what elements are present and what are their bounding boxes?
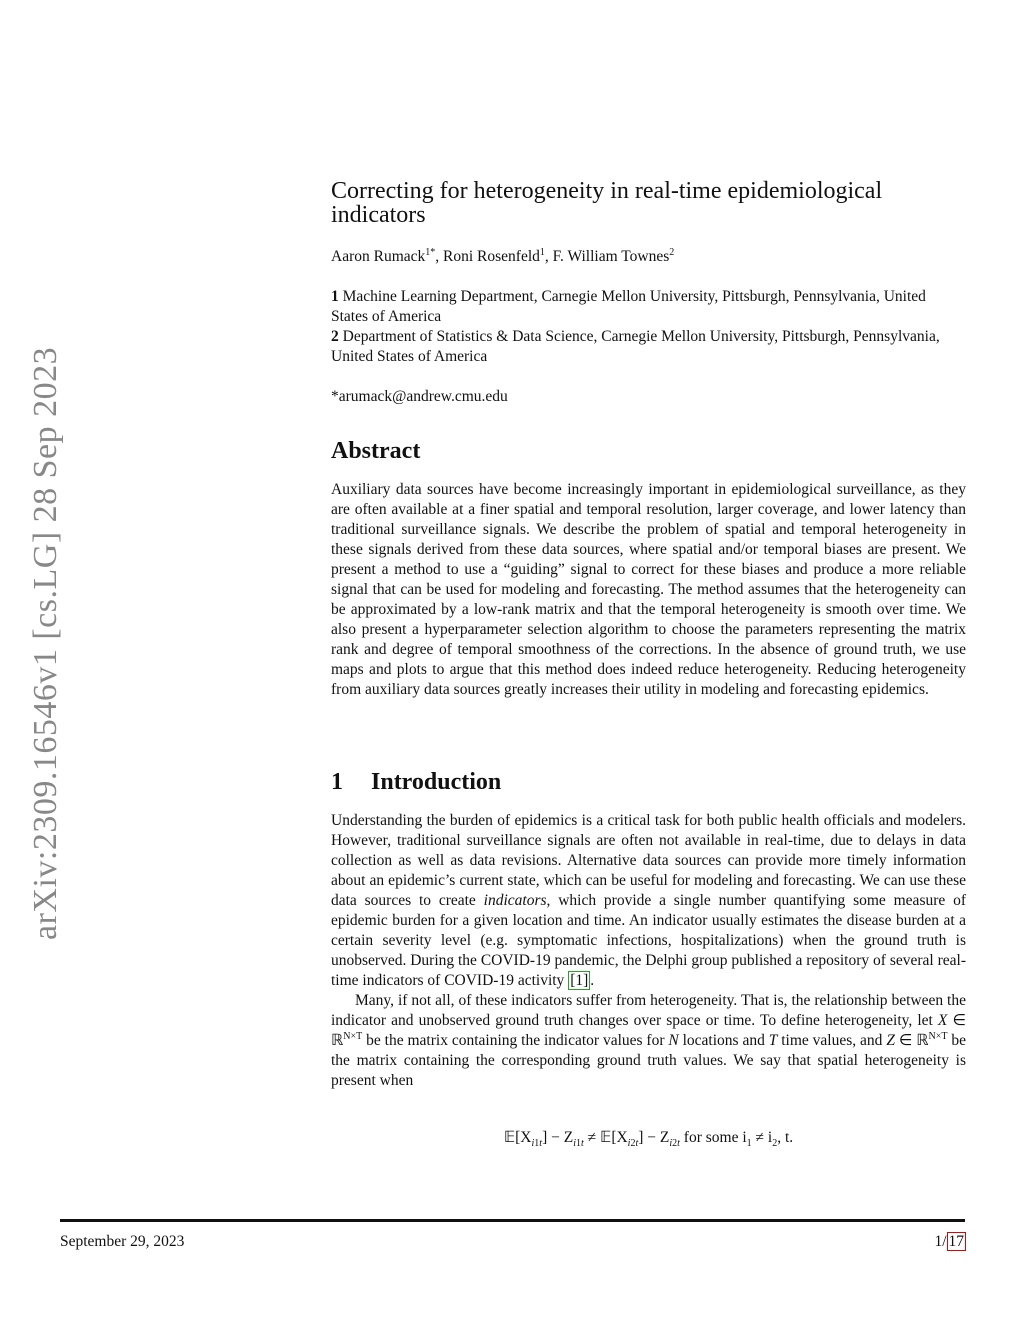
author-1-mark: 1* (425, 246, 436, 258)
author-1: Aaron Rumack (331, 248, 426, 265)
author-3: F. William Townes (552, 248, 670, 265)
total-pages-link[interactable]: 17 (948, 1233, 964, 1250)
footer-date: September 29, 2023 (60, 1233, 185, 1250)
author-list: Aaron Rumack$^{1*}$, Roni Rosenfeld$^1$, F. William Townes$^2$ (331, 246, 675, 265)
intro-paragraph-1: Understanding the burden of epidemics is a critical task for both public health officials and modelers. However, traditional surveillance signals are often not available in real-time, due to delays in data collection as well as data revisions. Alternative data sources can provide more timely information about an epidemic’s current state, which can be useful for modeling and forecasting. We can use these data sources to create indicators, which provide a single number quantifying some measure of epidemic burden for a given location and time. An indicator usually estimates the disease burden at a certain severity level (e.g. symptomatic infections, hospitalizations) when the ground truth is unobserved. During the COVID-19 pandemic, the Delphi group published a repository of several real-time indicators of COVID-19 activity [1] . (331, 812, 966, 989)
affiliation-2: 2 Department of Statistics & Data Science, Carnegie Mellon University, Pittsburgh, Pennsylvania, United States of America (331, 328, 940, 365)
author-3-mark: 2 (669, 246, 675, 258)
heterogeneity-equation: $𝔼[X_{i1t}] - Z_{i1t}$ ≠ $𝔼[X_{i2t}] - Z_{i2t}$ for some $i_1 \ne i_2$, t. (503, 1129, 794, 1150)
title-line-2: indicators (331, 202, 426, 228)
author-2-mark: 1 (539, 246, 545, 258)
citation-link[interactable]: [1] (570, 972, 589, 989)
section-title: Introduction (371, 769, 502, 795)
page-indicator: 1/ 17 (934, 1233, 964, 1250)
introduction-body (331, 811, 966, 1091)
footer-rule (60, 1219, 965, 1222)
section-heading-introduction (331, 767, 966, 797)
affiliations (331, 287, 966, 367)
affiliation-1: 1 Machine Learning Department, Carnegie Mellon University, Pittsburgh, Pennsylvania, United States of America (331, 288, 926, 325)
paper-title (331, 179, 966, 227)
abstract-heading: Abstract (331, 438, 421, 464)
author-2: Roni Rosenfeld (443, 248, 540, 265)
title-line-1: Correcting for heterogeneity in real-time epidemiological (331, 178, 883, 204)
corresponding-email: *arumack@andrew.cmu.edu (331, 388, 508, 405)
arxiv-stamp: arXiv:2309.16546v1 [cs.LG] 28 Sep 2023 (27, 346, 64, 940)
current-page: 1 (934, 1233, 943, 1250)
section-number: 1 (331, 769, 343, 795)
abstract-text: Auxiliary data sources have become increasingly important in epidemiological surveillance, as they are often available at a finer spatial and temporal resolution, larger coverage, and lower latency than traditional surveillance signals. We describe the problem of spatial and temporal heterogeneity in these signals derived from these data sources, where spatial and/or temporal biases are present. We present a method to use a “guiding” signal to correct for these biases and produce a more reliable signal that can be used for modeling and forecasting. The method assumes that the heterogeneity can be approximated by a low-rank matrix and that the temporal heterogeneity is smooth over time. We also present a hyperparameter selection algorithm to choose the parameters representing the matrix rank and degree of temporal smoothness of the corrections. In the absence of ground truth, we use maps and plots to argue that this method does indeed reduce heterogeneity. Reducing heterogeneity from auxiliary data sources greatly increases their utility in modeling and forecasting epidemics. (331, 481, 966, 698)
intro-paragraph-2: Many, if not all, of these indicators suffer from heterogeneity. That is, the relationship between the indicator and unobserved ground truth changes over space or time. To define heterogeneity, let X ∈ ℝ$^{N\times T}$ be the matrix containing the indicator values for N locations and T time values, and Z ∈ ℝ$^{N\times T}$ be the matrix containing the corresponding ground truth values. We say that spatial heterogeneity is present when (331, 992, 966, 1089)
